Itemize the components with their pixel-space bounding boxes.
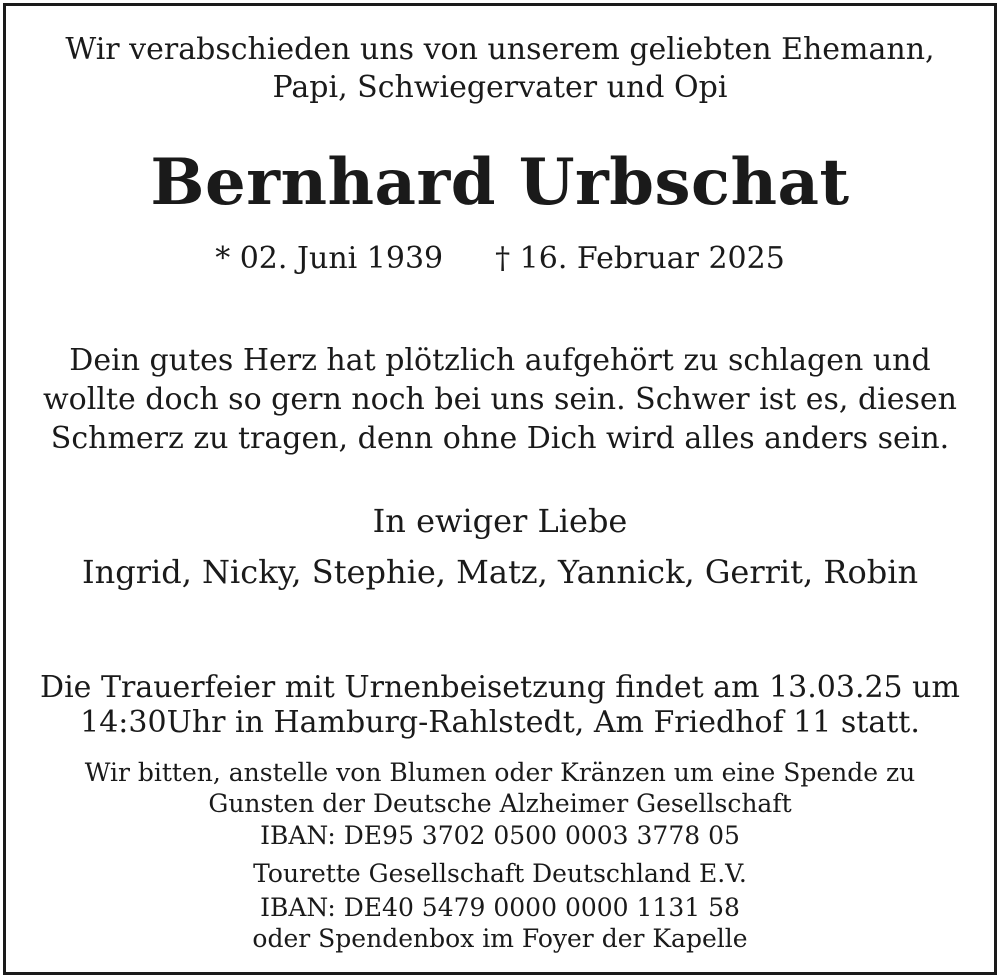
donation-line-3: oder Spendenbox im Foyer der Kapelle [252, 924, 748, 953]
family-names: Ingrid, Nicky, Stephie, Matz, Yannick, Gerrit, Robin [81, 553, 919, 591]
life-dates [0, 241, 1000, 277]
deceased-name: Bernhard Urbschat [150, 145, 850, 220]
intro-line-1: Wir verabschieden uns von unserem geliebten Ehemann, [65, 32, 935, 67]
ceremony-line-1: Die Trauerfeier mit Urnenbeisetzung findet am 13.03.25 um [40, 670, 960, 705]
family-heading: In ewiger Liebe [372, 502, 628, 540]
quote-line-2: wollte doch so gern noch bei uns sein. Schwer ist es, diesen [42, 382, 957, 417]
donation-iban-1: IBAN: DE95 3702 0500 0003 3778 05 [260, 821, 740, 850]
donation-iban-2: IBAN: DE40 5479 0000 0000 1131 58 [260, 893, 740, 922]
quote-line-3: Schmerz zu tragen, denn ohne Dich wird alles anders sein. [50, 421, 950, 456]
intro-line-2: Papi, Schwiegervater und Opi [272, 70, 728, 105]
birth-date: * 02. Juni 1939 [215, 241, 444, 276]
donation-org-2: Tourette Gesellschaft Deutschland E.V. [253, 859, 747, 888]
ceremony-line-2: 14:30Uhr in Hamburg-Rahlstedt, Am Friedhof 11 statt. [80, 705, 920, 740]
death-date: † 16. Februar 2025 [495, 241, 785, 276]
quote-line-1: Dein gutes Herz hat plötzlich aufgehört zu schlagen und [69, 343, 931, 378]
donation-line-1: Wir bitten, anstelle von Blumen oder Kränzen um eine Spende zu [84, 758, 916, 787]
donation-line-2: Gunsten der Deutsche Alzheimer Gesellschaft [208, 789, 792, 818]
